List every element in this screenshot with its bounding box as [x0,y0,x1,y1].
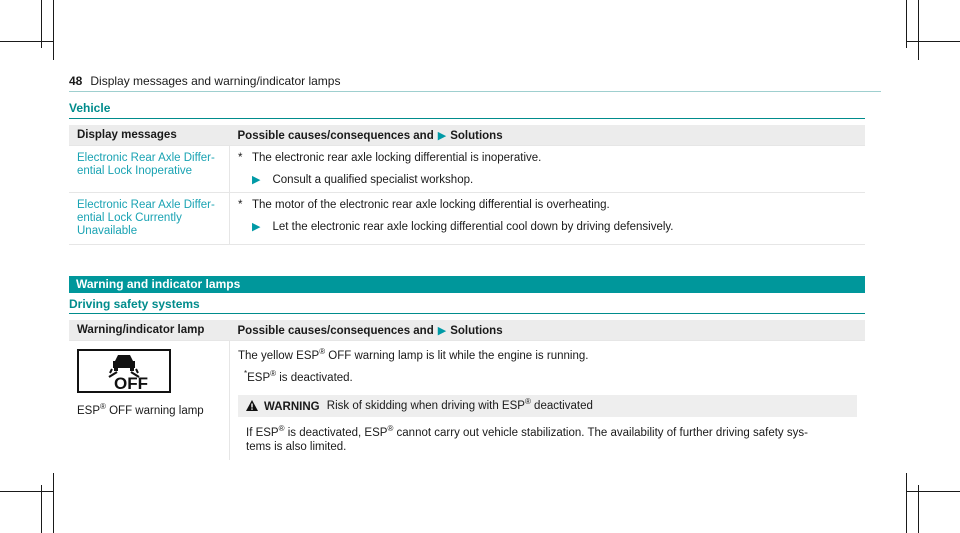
cause-cell [230,146,866,193]
warning-body [238,417,857,454]
crop-mark [41,485,42,533]
column-header-causes-text: Possible causes/consequences and [237,324,434,337]
column-header-solutions: Solutions [450,324,503,337]
esp-off-lamp-icon [77,349,171,393]
solution-step [238,173,857,186]
solution-arrow-icon: ▶ [437,129,447,142]
table-row [69,341,865,461]
subsection-title-driving-safety: Driving safety systems [69,297,200,311]
column-header-display-messages: Display messages [69,125,230,146]
lamp-caption-esp: ESP [77,404,101,417]
section-banner-warning-lamps [69,276,865,293]
cause-rest: is deactivated. [276,371,353,384]
step-arrow-icon: ▶ [252,174,261,186]
lamp-cell [69,341,230,461]
message-cell [69,193,230,245]
cause-marker: * [244,368,248,378]
crop-mark [906,491,960,492]
warning-body-text: is deactivated, ESP [284,427,388,440]
warning-body-text: cannot carry out vehicle stabilization. The availability of further driving safety sys- [393,427,808,440]
crop-mark [906,41,960,42]
step-text: Consult a qualified specialist workshop. [272,174,474,186]
running-header [69,74,340,88]
warning-label: WARNING [264,400,320,413]
cause-marker: * [238,199,243,211]
banner-title: Warning and indicator lamps [76,277,241,291]
crop-mark [53,0,54,60]
warning-headline [326,397,593,413]
solution-step [238,220,857,233]
lamp-description [238,347,857,362]
crop-mark [53,473,54,533]
running-title: Display messages and warning/indicator lamps [90,74,341,88]
crop-mark [918,485,919,533]
table-header-row [69,125,865,146]
desc-text: The yellow ESP [238,349,320,362]
registered-mark: ® [270,368,277,378]
warning-box-header [238,395,857,418]
crop-mark [0,491,54,492]
header-rule [69,91,881,92]
step-arrow-icon: ▶ [252,221,261,233]
registered-mark: ® [319,347,326,356]
table-row [69,193,865,245]
section-rule [69,118,865,119]
cause-marker: * [238,152,243,164]
crop-mark [918,0,919,60]
crop-mark [906,473,907,533]
warning-triangle-icon [246,400,258,414]
crop-mark [0,41,54,42]
table-header-row [69,320,865,341]
cause-sentence: The motor of the electronic rear axle locking differential is overheating. [252,199,610,211]
column-header-solutions: Solutions [450,129,503,142]
step-text: Let the electronic rear axle locking differential cool down by driving defensively. [272,221,674,233]
display-messages-table [69,125,865,245]
column-header-causes-text: Possible causes/consequences and [237,129,434,142]
warning-headline-text: Risk of skidding when driving with ESP [326,400,525,413]
cause-text [238,199,857,211]
cause-sentence: The electronic rear axle locking differential is inoperative. [252,152,542,164]
page-number: 48 [69,74,83,88]
section-rule [69,313,865,314]
message-cell [69,146,230,193]
column-header-lamp: Warning/indicator lamp [69,320,230,341]
registered-mark: ® [387,424,394,434]
message-line: ential Lock Currently [77,212,182,224]
message-line: ential Lock Inoperative [77,165,193,177]
registered-mark: ® [278,424,285,434]
esp-off-skidding-car-icon [79,351,169,391]
lamp-caption-rest: OFF warning lamp [105,404,204,417]
message-line: Electronic Rear Axle Differ- [77,199,215,211]
cause-text [238,152,857,164]
warning-lamp-table [69,320,865,460]
desc-text: OFF warning lamp is lit while the engine is running. [325,349,589,362]
lamp-caption [77,402,221,417]
cause-text [238,369,857,384]
message-line: Unavailable [77,225,138,237]
table-row [69,146,865,193]
registered-mark: ® [100,402,106,411]
cause-cell [230,341,866,461]
warning-headline-end: deactivated [530,400,593,413]
column-header-causes [230,125,866,146]
section-title-vehicle: Vehicle [69,101,111,115]
registered-mark: ® [524,397,531,407]
column-header-causes [230,320,866,341]
warning-body-text: If ESP [246,427,279,440]
message-line: Electronic Rear Axle Differ- [77,152,215,164]
lamp-off-text: OFF [114,374,148,391]
cause-cell [230,193,866,245]
solution-arrow-icon: ▶ [437,324,447,337]
warning-body-text: tems is also limited. [246,441,347,454]
cause-esp: ESP [247,371,271,384]
